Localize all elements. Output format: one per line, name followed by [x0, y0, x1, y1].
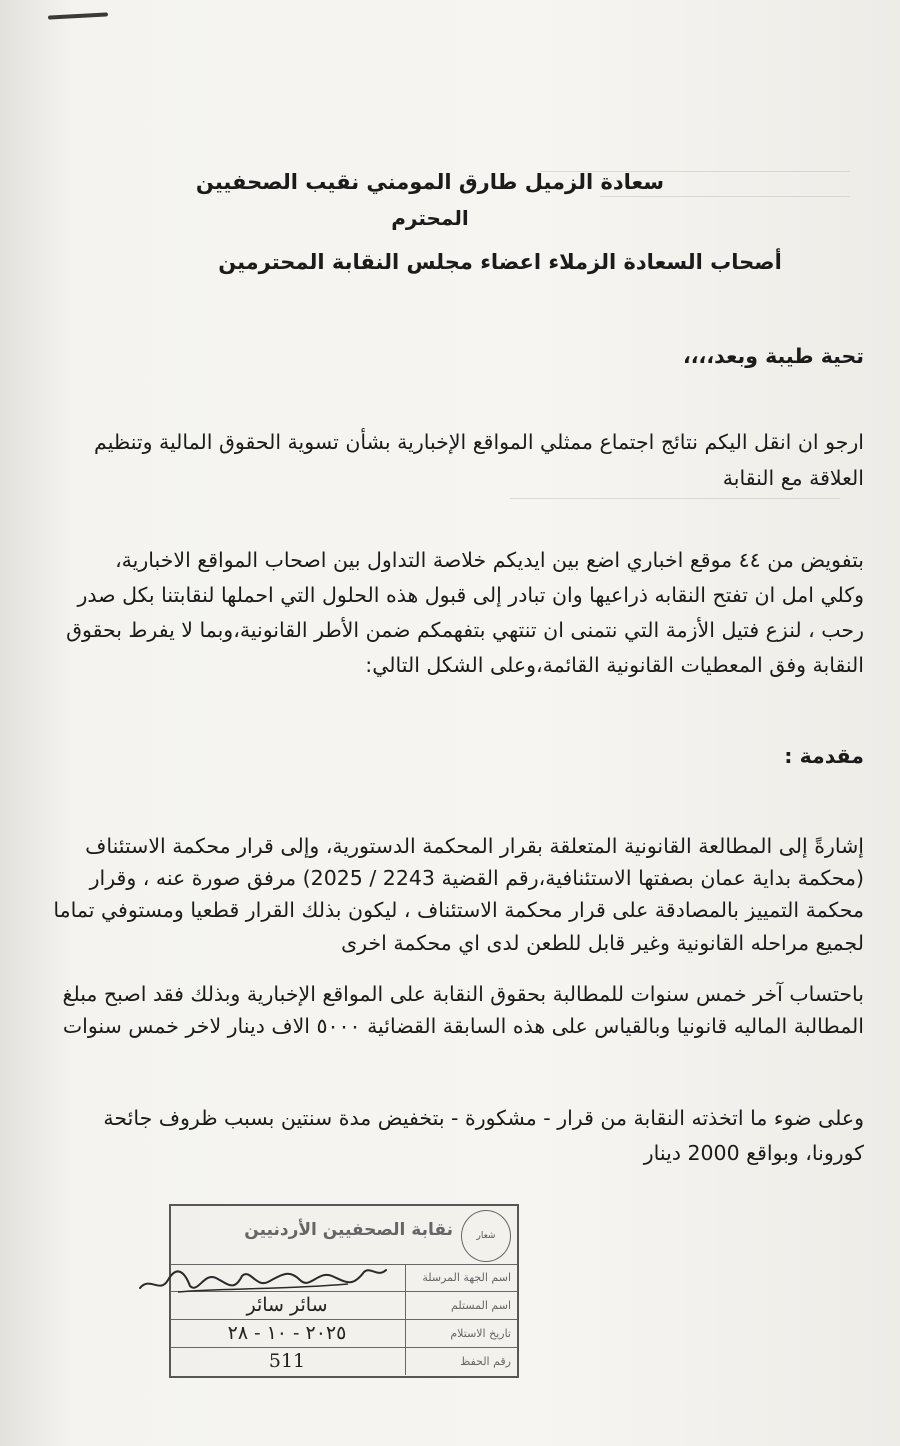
body2-line-4: لجميع مراحله القانونية وغير قابل للطعن لدى اي محكمة اخرى: [341, 931, 864, 955]
handwritten-signature: [138, 1258, 388, 1298]
intro-line-1: ارجو ان انقل اليكم نتائج اجتماع ممثلي المواقع الإخبارية بشأن تسوية الحقوق المالية وتنظيم: [94, 430, 864, 454]
body1-line-2: وكلي امل ان تفتح النقابه ذراعيها وان تبادر إلى قبول هذه الحلول التي احملها لنقابتنا بكل صدر: [77, 583, 864, 607]
stamp-header: [171, 1206, 517, 1265]
body1-line-3: رحب ، لنزع فتيل الأزمة التي نتمنى ان تنتهي بتفهمكم ضمن الأطر القانونية،وبما لا يفرط بحقوق: [66, 618, 864, 642]
addressee-line-1: سعادة الزميل طارق المومني نقيب الصحفيين: [195, 170, 665, 194]
stamp-title: نقابة الصحفيين الأردنيين: [244, 1220, 453, 1240]
stamp-label: اسم المستلم: [405, 1292, 517, 1319]
stamp-label: اسم الجهة المرسلة: [405, 1264, 517, 1291]
intro-line-2: العلاقة مع النقابة: [722, 466, 864, 490]
stamp-value: 511: [268, 1350, 306, 1372]
union-emblem-icon: شعار: [461, 1210, 511, 1262]
body3-line-1: باحتساب آخر خمس سنوات للمطالبة بحقوق النقابة على المواقع الإخبارية وبذلك فقد اصبح مبلغ: [62, 982, 864, 1006]
body2-line-1: إشارةً إلى المطالعة القانونية المتعلقة بقرار المحكمة الدستورية، وإلى قرار محكمة الاستئناف: [85, 834, 864, 858]
stamp-row-file-number: [171, 1348, 517, 1375]
body2-line-2: (محكمة بداية عمان بصفتها الاستئنافية،رقم القضية 2243 / 2025) مرفق صورة عنه ، وقرار: [89, 866, 864, 890]
stamp-value: سائر سائر: [246, 1294, 328, 1316]
section-title: مقدمة :: [784, 744, 864, 768]
stamp-row-date: [171, 1320, 517, 1348]
body2-line-3: محكمة التمييز بالمصادقة على قرار محكمة الاستئناف ، ليكون بذلك القرار قطعيا ومستوفي تماما: [53, 898, 864, 922]
body3-line-2: المطالبة الماليه قانونيا وبالقياس على هذه السابقة القضائية ٥٠٠٠ الاف دينار لاخر خمس سنوات: [62, 1014, 864, 1038]
body4-line-1: وعلى ضوء ما اتخذته النقابة من قرار - مشكورة - بتخفيض مدة سنتين بسبب ظروف جائحة: [103, 1106, 864, 1130]
addressee-line-3: أصحاب السعادة الزملاء اعضاء مجلس النقابة المحترمين: [218, 250, 782, 274]
stamp-value: ٢٠٢٥ - ١٠ - ٢٨: [227, 1322, 347, 1344]
stamp-label: تاريخ الاستلام: [405, 1320, 517, 1347]
body1-line-1: بتفويض من ٤٤ موقع اخباري اضع بين ايديكم خلاصة التداول بين اصحاب المواقع الاخبارية،: [115, 548, 864, 572]
greeting: تحية طيبة وبعد،،،،: [682, 344, 864, 368]
stamp-label: رقم الحفظ: [405, 1348, 517, 1375]
addressee-line-2: المحترم: [391, 206, 469, 230]
body4-line-2: كورونا، وبواقع 2000 دينار: [643, 1141, 864, 1165]
pen-mark: [48, 12, 108, 19]
body1-line-4: النقابة وفق المعطيات القانونية القائمة،وعلى الشكل التالي:: [365, 653, 864, 677]
